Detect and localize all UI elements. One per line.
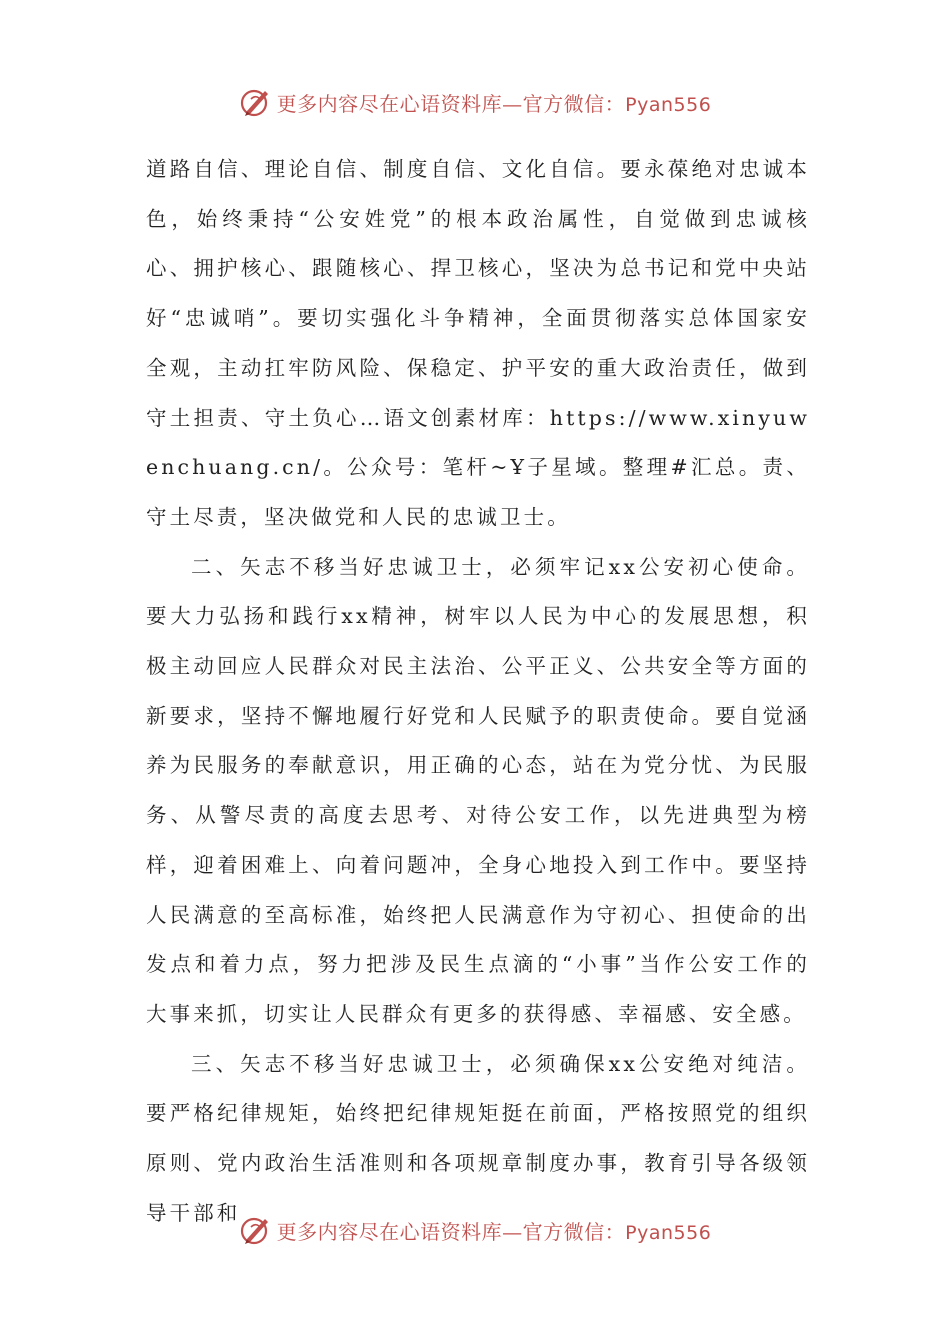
paragraph-1: 道路自信、理论自信、制度自信、文化自信。要永葆绝对忠诚本色，始终秉持“公安姓党”的根本政治属性，自觉做到忠诚核心、拥护核心、跟随核心、捍卫核心，坚决为总书记和党中央站好“忠诚哨”。要切实强化斗争精神，全面贯彻落实总体国家安全观，主动扛牢防风险、保稳定、护平安的重大政治责任，做到守土担责、守土负心…语文创素材库：https://www.xinyuwenchuang.cn/。公众号：笔杆~Ұ子星域。整理#汇总。责、守土尽责，坚决做党和人民的忠诚卫士。 <box>146 157 810 529</box>
footer-banner-id: Pyan556 <box>625 1221 712 1244</box>
pen-logo-icon <box>239 1213 273 1247</box>
header-banner-id: Pyan556 <box>625 93 712 116</box>
footer-banner-text: 更多内容尽在心语资料库—官方微信：Pyan556 <box>276 1219 712 1244</box>
pen-logo-icon <box>239 85 273 119</box>
header-banner <box>0 82 950 122</box>
paragraph-2: 二、矢志不移当好忠诚卫士，必须牢记xx公安初心使命。要大力弘扬和践行xx精神，树牢以人民为中心的发展思想，积极主动回应人民群众对民主法治、公平正义、公共安全等方面的新要求，坚持不懈地履行好党和人民赋予的职责使命。要自觉涵养为民服务的奉献意识，用正确的心态，站在为党分忧、为民服务、从警尽责的高度去思考、对待公安工作，以先进典型为榜样，迎着困难上、向着问题冲，全身心地投入到工作中。要坚持人民满意的至高标准，始终把人民满意作为守初心、担使命的出发点和着力点，努力把涉及民生点滴的“小事”当作公安工作的大事来抓，切实让人民群众有更多的获得感、幸福感、安全感。 <box>146 554 810 1026</box>
header-banner-text: 更多内容尽在心语资料库—官方微信：Pyan556 <box>276 91 712 116</box>
footer-banner <box>0 1210 950 1250</box>
document-body <box>146 145 810 1238</box>
paragraph-3: 三、矢志不移当好忠诚卫士，必须确保xx公安绝对纯洁。要严格纪律规矩，始终把纪律规矩挺在前面，严格按照党的组织原则、党内政治生活准则和各项规章制度办事，教育引导各级领导干部和 <box>146 1051 810 1225</box>
